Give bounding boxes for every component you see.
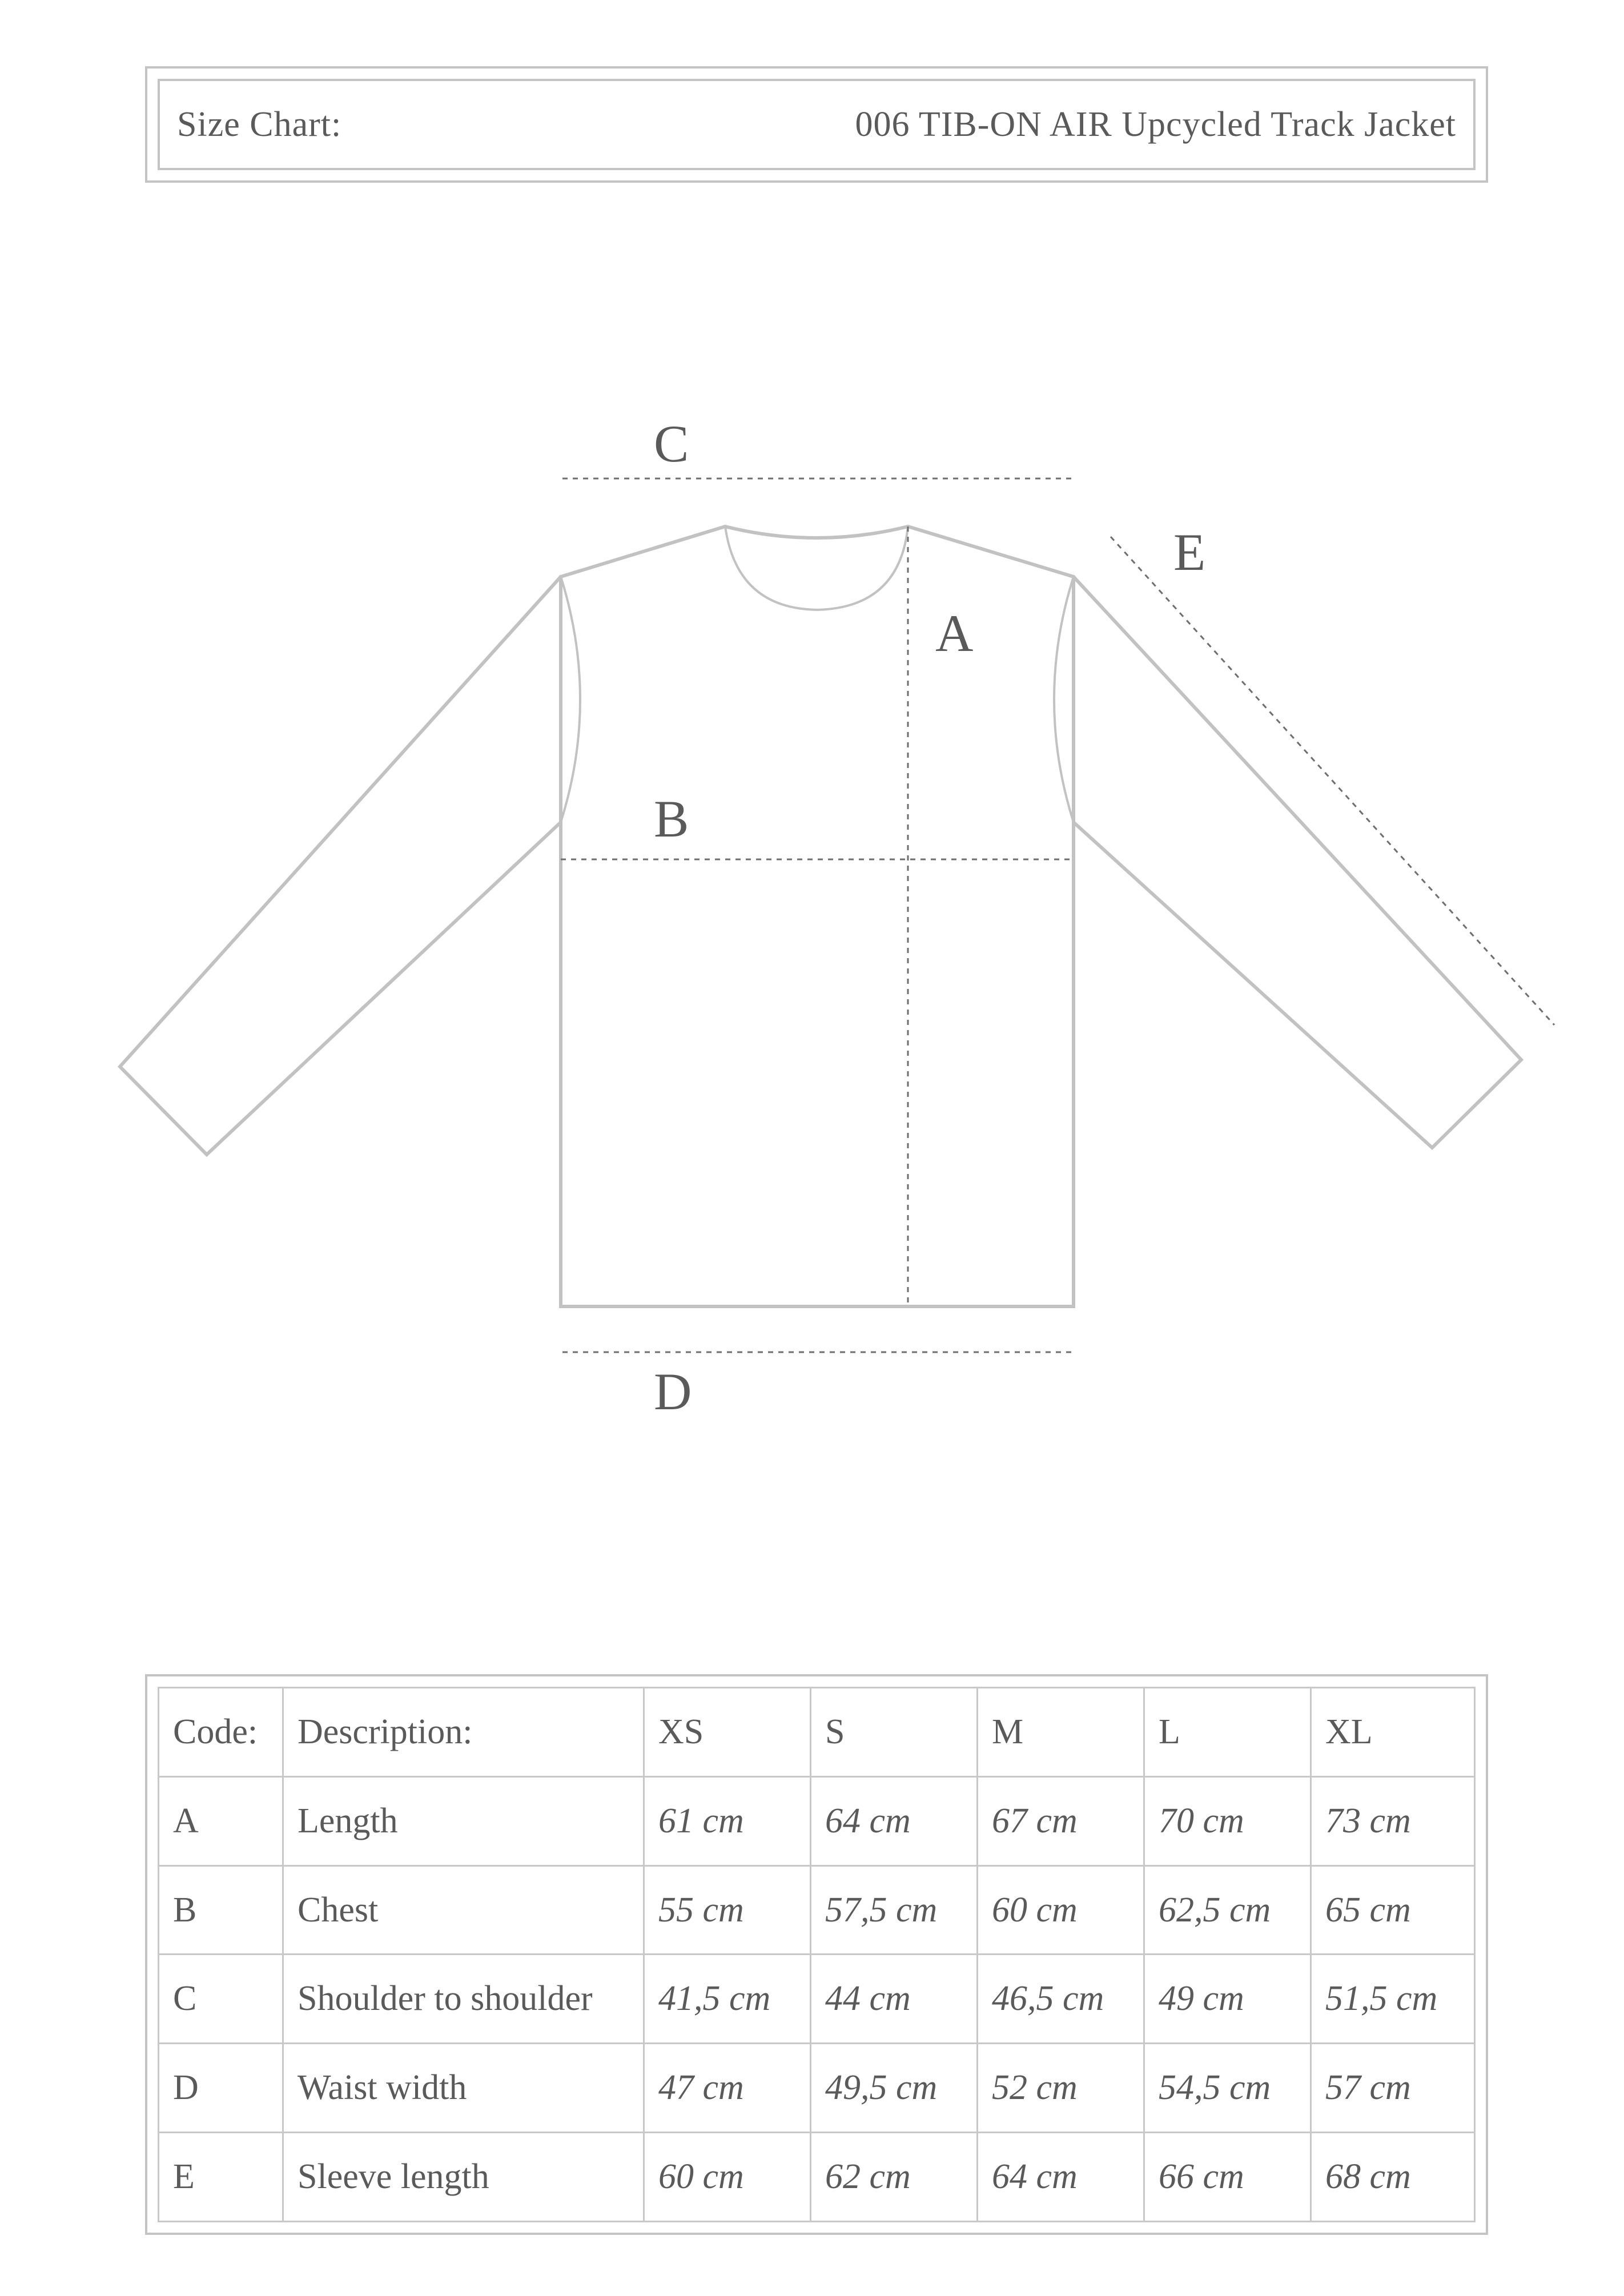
code-cell: A xyxy=(159,1776,283,1865)
product-title: 006 TIB-ON AIR Upcycled Track Jacket xyxy=(855,104,1456,144)
size-value-cell: 52 cm xyxy=(978,2044,1144,2133)
jacket-outline xyxy=(561,526,1074,1306)
column-header: XS xyxy=(644,1688,811,1777)
code-cell: E xyxy=(159,2133,283,2222)
size-value-cell: 67 cm xyxy=(978,1776,1144,1865)
label-d: D xyxy=(654,1362,692,1421)
size-value-cell: 68 cm xyxy=(1311,2133,1475,2222)
size-value-cell: 65 cm xyxy=(1311,1865,1475,1955)
size-value-cell: 44 cm xyxy=(811,1955,978,2044)
left-sleeve-outline xyxy=(120,577,561,1155)
size-value-cell: 64 cm xyxy=(978,2133,1144,2222)
code-cell: D xyxy=(159,2044,283,2133)
label-b: B xyxy=(654,790,689,848)
size-value-cell: 61 cm xyxy=(644,1776,811,1865)
column-header: Description: xyxy=(283,1688,644,1777)
size-table xyxy=(158,1687,1476,2222)
table-row xyxy=(159,1955,1475,2044)
description-cell: Length xyxy=(283,1776,644,1865)
size-value-cell: 49,5 cm xyxy=(811,2044,978,2133)
label-e: E xyxy=(1173,523,1206,581)
description-cell: Shoulder to shoulder xyxy=(283,1955,644,2044)
column-header: Code: xyxy=(159,1688,283,1777)
size-value-cell: 60 cm xyxy=(644,2133,811,2222)
label-c: C xyxy=(654,415,689,473)
size-value-cell: 64 cm xyxy=(811,1776,978,1865)
size-value-cell: 70 cm xyxy=(1144,1776,1311,1865)
size-value-cell: 55 cm xyxy=(644,1865,811,1955)
description-cell: Chest xyxy=(283,1865,644,1955)
size-value-cell: 60 cm xyxy=(978,1865,1144,1955)
size-value-cell: 41,5 cm xyxy=(644,1955,811,2044)
code-cell: B xyxy=(159,1865,283,1955)
code-cell: C xyxy=(159,1955,283,2044)
column-header: M xyxy=(978,1688,1144,1777)
size-value-cell: 47 cm xyxy=(644,2044,811,2133)
description-cell: Waist width xyxy=(283,2044,644,2133)
column-header: L xyxy=(1144,1688,1311,1777)
size-value-cell: 62 cm xyxy=(811,2133,978,2222)
table-row xyxy=(159,1865,1475,1955)
size-value-cell: 49 cm xyxy=(1144,1955,1311,2044)
size-value-cell: 57,5 cm xyxy=(811,1865,978,1955)
size-table-frame xyxy=(145,1674,1488,2235)
size-value-cell: 54,5 cm xyxy=(1144,2044,1311,2133)
size-table-container xyxy=(158,1687,1476,2222)
size-value-cell: 73 cm xyxy=(1311,1776,1475,1865)
table-row xyxy=(159,2133,1475,2222)
column-header: S xyxy=(811,1688,978,1777)
right-armhole-seam xyxy=(1054,577,1074,822)
left-armhole-seam xyxy=(561,577,580,822)
size-value-cell: 62,5 cm xyxy=(1144,1865,1311,1955)
size-value-cell: 51,5 cm xyxy=(1311,1955,1475,2044)
right-sleeve-outline xyxy=(1074,577,1521,1148)
size-value-cell: 66 cm xyxy=(1144,2133,1311,2222)
size-chart-label: Size Chart: xyxy=(177,104,342,144)
measure-line-e xyxy=(1111,537,1554,1025)
column-header: XL xyxy=(1311,1688,1475,1777)
size-value-cell: 57 cm xyxy=(1311,2044,1475,2133)
label-a: A xyxy=(935,604,974,662)
size-value-cell: 46,5 cm xyxy=(978,1955,1144,2044)
table-row xyxy=(159,1776,1475,1865)
table-header-row xyxy=(159,1688,1475,1777)
table-row xyxy=(159,2044,1475,2133)
description-cell: Sleeve length xyxy=(283,2133,644,2222)
